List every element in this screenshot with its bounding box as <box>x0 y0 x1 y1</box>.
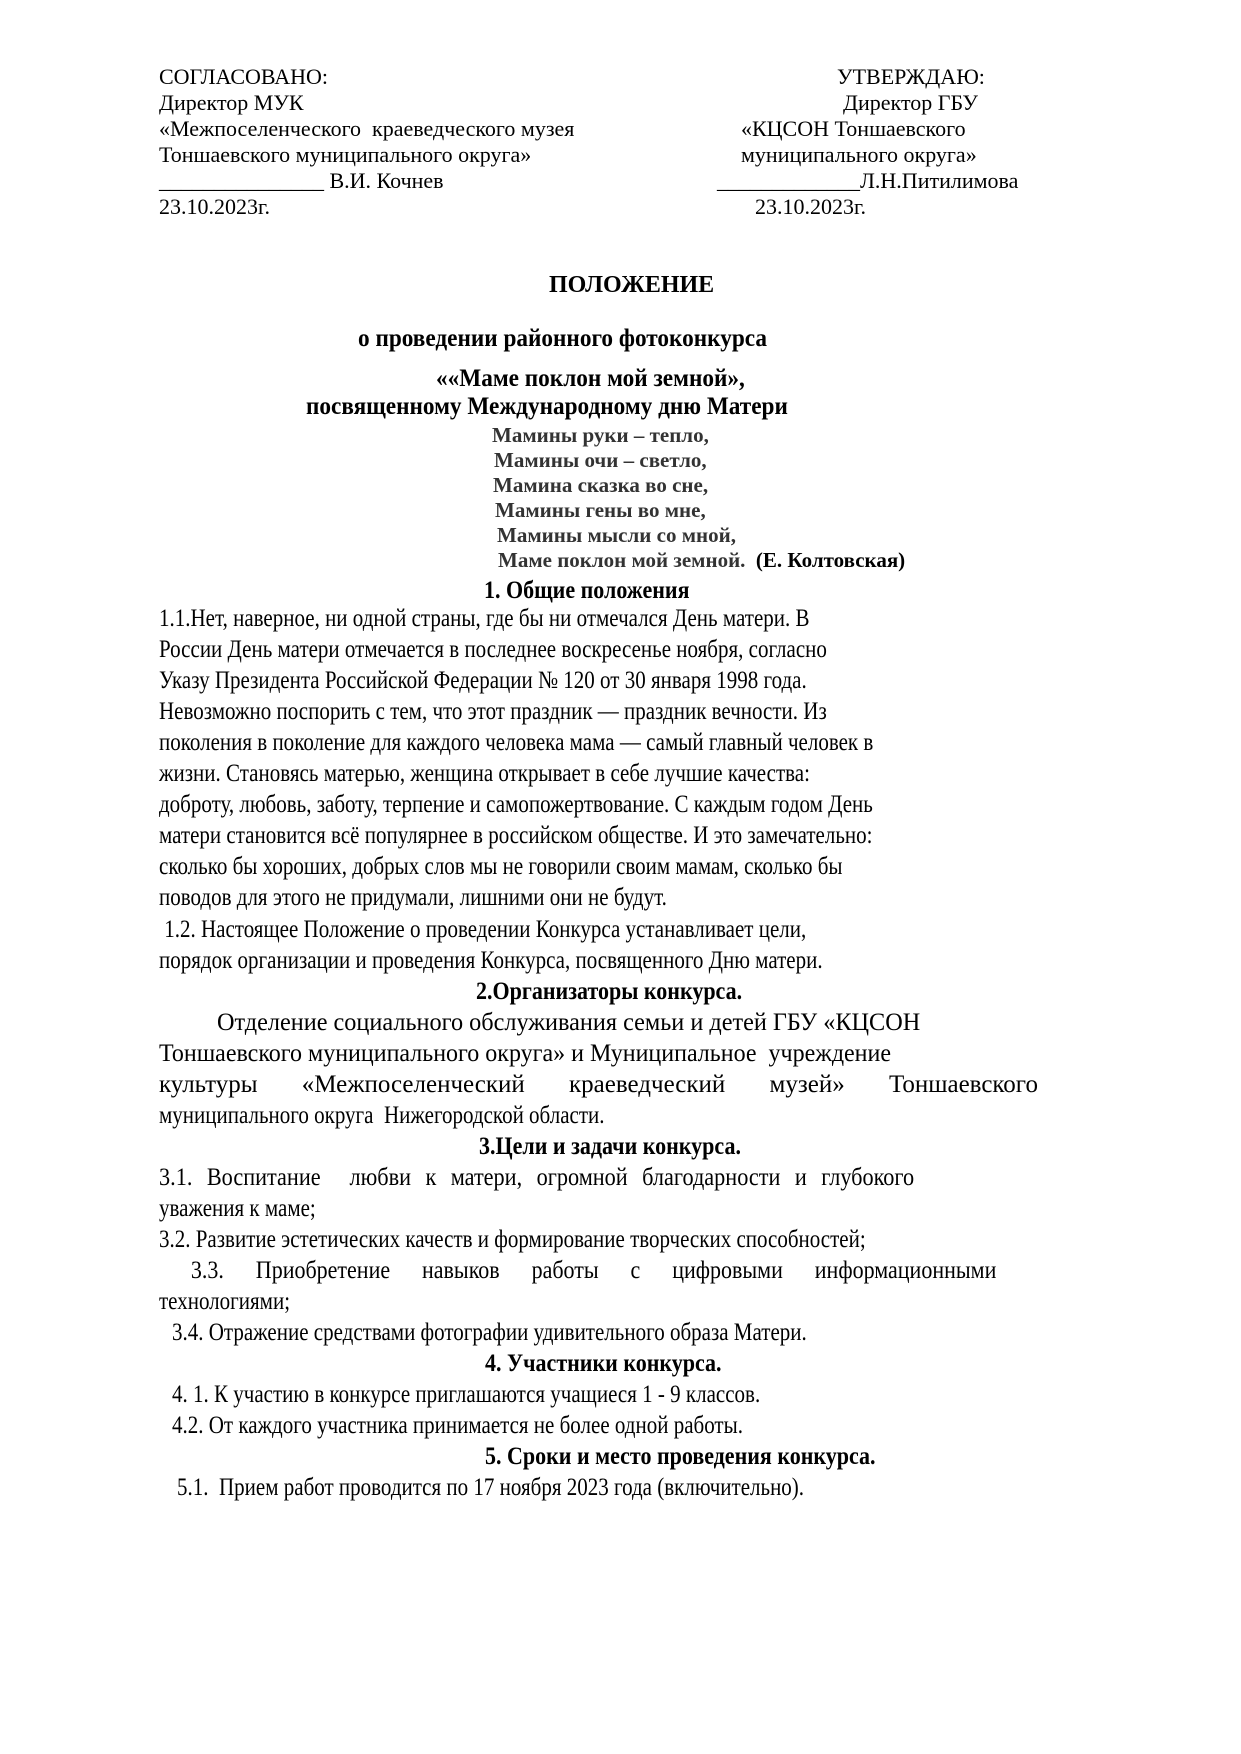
list-item-continuation: технологиями; <box>159 1288 291 1315</box>
section-5-heading: 5. Сроки и место проведения конкурса. <box>485 1443 876 1470</box>
approval-left-org-line1: «Межпоселенческого краеведческого музея <box>159 116 575 141</box>
paragraph-line: 1.1.Нет, наверное, ни одной страны, где бы ни отмечался День матери. В <box>159 605 810 632</box>
paragraph-line: жизни. Становясь матерью, женщина открывает в себе лучшие качества: <box>159 760 810 787</box>
paragraph-line: России День матери отмечается в последнее воскресенье ноября, согласно <box>159 636 827 663</box>
paragraph-line: матери становится всё популярнее в российском обществе. И это замечательно: <box>159 822 873 849</box>
paragraph-line: культуры «Межпоселенческий краеведческий музей» Тоншаевского <box>159 1071 1038 1098</box>
paragraph-line: Тоншаевского муниципального округа» и Муниципальное учреждение <box>159 1040 892 1067</box>
justified-line <box>217 1010 1055 1035</box>
paragraph-line: Отделение социального обслуживания семьи и детей ГБУ «КЦСОН <box>217 1009 921 1036</box>
list-item: 4.2. От каждого участника принимается не более одной работы. <box>172 1412 743 1439</box>
paragraph-line: доброту, любовь, заботу, терпение и самопожертвование. С каждым годом День <box>159 791 873 818</box>
paragraph-line: порядок организации и проведения Конкурса, посвященного Дню матери. <box>159 947 823 974</box>
list-item: 3.4. Отражение средствами фотографии удивительного образа Матери. <box>172 1319 807 1346</box>
paragraph-line: муниципального округа Нижегородской области. <box>159 1102 605 1129</box>
list-item: 3.2. Развитие эстетических качеств и формирование творческих способностей; <box>159 1226 866 1253</box>
epigraph-line: Мамины гены во мне, <box>495 498 706 522</box>
section-1-heading: 1. Общие положения <box>484 577 690 604</box>
epigraph-line: Мамины очи – светло, <box>494 448 707 472</box>
list-item: 3.1. Воспитание любви к матери, огромной благодарности и глубокого <box>159 1164 915 1191</box>
approval-right-date: 23.10.2023г. <box>755 194 867 219</box>
paragraph-line: поколения в поколение для каждого человека мама — самый главный человек в <box>159 729 874 756</box>
document-subtitle-line2: ««Маме поклон мой земной», <box>436 365 745 392</box>
list-item-continuation: уважения к маме; <box>159 1195 316 1222</box>
document-subtitle-line3: посвященному Международному дню Матери <box>306 393 788 420</box>
epigraph-line: Мамины мысли со мной, <box>497 523 736 547</box>
epigraph-line-text: Маме поклон мой земной. <box>498 548 746 572</box>
approval-right-org-line1: «КЦСОН Тоншаевского <box>741 116 966 141</box>
list-item: 4. 1. К участию в конкурсе приглашаются учащиеся 1 - 9 классов. <box>172 1381 761 1408</box>
approval-left-date: 23.10.2023г. <box>159 194 271 219</box>
approval-left-org-line2: Тоншаевского муниципального округа» <box>159 142 532 167</box>
approval-left-position: Директор МУК <box>159 90 304 115</box>
paragraph-line: сколько бы хороших, добрых слов мы не говорили своим мамам, сколько бы <box>159 853 843 880</box>
document-title: ПОЛОЖЕНИЕ <box>549 272 715 298</box>
section-2-heading: 2.Организаторы конкурса. <box>476 978 743 1005</box>
list-item: 5.1. Прием работ проводится по 17 ноября 2023 года (включительно). <box>177 1474 805 1501</box>
paragraph-line: Невозможно поспорить с тем, что этот праздник — праздник вечности. Из <box>159 698 827 725</box>
approval-left-heading: СОГЛАСОВАНО: <box>159 64 328 89</box>
document-subtitle-line1: о проведении районного фотоконкурса <box>358 325 767 352</box>
epigraph-author: (Е. Колтовская) <box>755 548 906 572</box>
paragraph-line: Указу Президента Российской Федерации № 120 от 30 января 1998 года. <box>159 667 807 694</box>
approval-right-signature: _____________Л.Н.Питилимова <box>717 168 1019 193</box>
section-4-heading: 4. Участники конкурса. <box>485 1350 722 1377</box>
approval-right-position: Директор ГБУ <box>843 90 978 115</box>
approval-right-org-line2: муниципального округа» <box>741 142 977 167</box>
epigraph-line: Мамины руки – тепло, <box>492 423 709 447</box>
list-item: 3.3. Приобретение навыков работы с цифровыми информационными <box>159 1257 997 1284</box>
section-3-heading: 3.Цели и задачи конкурса. <box>479 1133 741 1160</box>
paragraph-line: 1.2. Настоящее Положение о проведении Конкурса устанавливает цели, <box>159 916 807 943</box>
approval-left-signature: _______________ В.И. Кочнев <box>159 168 444 193</box>
paragraph-line: поводов для этого не придумали, лишними они не будут. <box>159 884 667 911</box>
epigraph-line-last <box>498 550 905 571</box>
approval-right-heading: УТВЕРЖДАЮ: <box>837 64 985 89</box>
epigraph-line: Мамина сказка во сне, <box>493 473 709 497</box>
